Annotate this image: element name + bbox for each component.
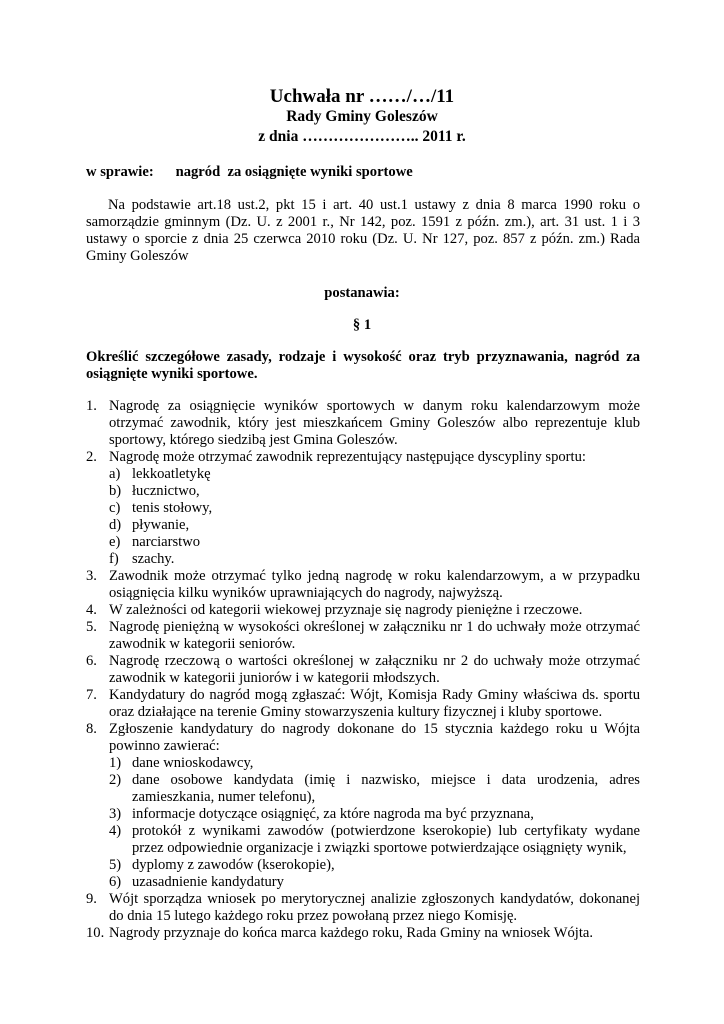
list-item (109, 517, 640, 534)
list-item (86, 925, 640, 942)
rules-list (86, 398, 640, 942)
list-item (109, 823, 640, 857)
item-number: 1. (86, 398, 97, 414)
list-item (109, 755, 640, 772)
list-item (86, 653, 640, 687)
item-text: uzasadnienie kandydatury (132, 874, 284, 890)
item-text: Nagrodę może otrzymać zawodnik reprezentujący następujące dyscypliny sportu: (109, 449, 586, 465)
list-item (109, 483, 640, 500)
council-name: Rady Gminy Goleszów (286, 108, 438, 125)
resolution-title: Uchwała nr ……/…/11 (269, 86, 455, 107)
item-text: łucznictwo, (132, 483, 200, 499)
item-number: b) (109, 483, 122, 499)
subject-line: w sprawie: nagród za osiągnięte wyniki sportowe (86, 164, 413, 180)
item-text: Kandydatury do nagród mogą zgłaszać: Wójt, Komisja Rady Gminy właściwa ds. sportu oraz działające na terenie Gminy stowarzyszenia kultury fizycznej i kluby sportowe. (109, 687, 640, 720)
item-number: 3. (86, 568, 97, 584)
item-number: 5) (109, 857, 122, 873)
item-number: 5. (86, 619, 97, 635)
list-item (109, 874, 640, 891)
list-item (86, 568, 640, 602)
item-number: 3) (109, 806, 122, 822)
list-item (109, 857, 640, 874)
item-text: szachy. (132, 551, 175, 567)
item-number: 8. (86, 721, 97, 737)
list-item (109, 534, 640, 551)
list-item (86, 398, 640, 449)
list-item (109, 500, 640, 517)
item-number: 4. (86, 602, 97, 618)
list-item (86, 602, 640, 619)
item-number: 2. (86, 449, 97, 465)
disciplines-list (109, 466, 640, 568)
item-text: tenis stołowy, (132, 500, 213, 516)
item-text: informacje dotyczące osiągnięć, za które nagroda ma być przyznana, (132, 806, 534, 822)
item-text: dane osobowe kandydata (imię i nazwisko, miejsce i data urodzenia, adres zamieszkania, numer telefonu), (132, 772, 640, 805)
item-text: Nagrodę za osiągnięcie wyników sportowych w danym roku kalendarzowym może otrzymać zawodnik, który jest mieszkańcem Gminy Goleszów albo reprezentuje klub sportowy, którego siedzibą jest Gmina Goleszów. (109, 398, 640, 448)
list-item (109, 551, 640, 568)
item-number: 6) (109, 874, 122, 890)
item-text: dyplomy z zawodów (kserokopie), (132, 857, 335, 873)
decides-heading: postanawia: (324, 285, 400, 301)
item-text: lekkoatletykę (132, 466, 211, 482)
item-text: protokół z wynikami zawodów (potwierdzone kserokopie) lub certyfikaty wydane przez odpowiednie organizacje i związki sportowe potwierdzające osiągnięty wynik, (132, 823, 640, 856)
item-text: Zgłoszenie kandydatury do nagrody dokonane do 15 stycznia każdego roku u Wójta powinno zawierać: (109, 721, 640, 754)
item-text: Wójt sporządza wniosek po merytorycznej analizie zgłoszonych kandydatów, dokonanej do dnia 15 lutego każdego roku przez powołaną przez niego Komisję. (109, 891, 640, 924)
item-text: pływanie, (132, 517, 190, 533)
item-number: 7. (86, 687, 97, 703)
list-item (86, 721, 640, 891)
item-number: 10. (86, 925, 105, 941)
list-item (109, 772, 640, 806)
item-text: Nagrodę pieniężną w wysokości określonej w załączniku nr 1 do uchwały może otrzymać zawodnik w kategorii seniorów. (109, 619, 640, 652)
item-number: 2) (109, 772, 122, 788)
item-number: 6. (86, 653, 97, 669)
item-text: dane wnioskodawcy, (132, 755, 254, 771)
legal-basis-paragraph: Na podstawie art.18 ust.2, pkt 15 i art. 40 ust.1 ustawy z dnia 8 marca 1990 roku o samorządzie gminnym (Dz. U. z 2001 r., Nr 142, poz. 1591 z późn. zm.), art. 31 ust. 1 i 3 ustawy o sporcie z dnia 25 czerwca 2010 roku (Dz. U. Nr 127, poz. 857 z późn. zm.) Rada Gminy Goleszów (86, 197, 640, 264)
resolution-date: z dnia ………………….. 2011 r. (258, 128, 466, 145)
item-number: c) (109, 500, 121, 516)
intro-statement: Określić szczegółowe zasady, rodzaje i wysokość oraz tryb przyznawania, nagród za osiągnięte wyniki sportowe. (86, 349, 640, 382)
list-item (86, 891, 640, 925)
item-number: e) (109, 534, 121, 550)
item-text: narciarstwo (132, 534, 201, 550)
list-item (109, 806, 640, 823)
item-text: Nagrodę rzeczową o wartości określonej w załączniku nr 2 do uchwały może otrzymać zawodnik w kategorii juniorów i w kategorii młodszych. (109, 653, 640, 686)
item-number: d) (109, 517, 122, 533)
requirements-list (109, 755, 640, 891)
list-item (109, 466, 640, 483)
item-text: Zawodnik może otrzymać tylko jedną nagrodę w roku kalendarzowym, a w przypadku osiągnięcia kilku wyników uprawniających do nagrody, najwyższą. (109, 568, 640, 601)
item-number: 1) (109, 755, 122, 771)
item-text: Nagrody przyznaje do końca marca każdego roku, Rada Gminy na wniosek Wójta. (109, 925, 593, 941)
item-text: W zależności od kategorii wiekowej przyznaje się nagrody pieniężne i rzeczowe. (109, 602, 583, 618)
item-number: 4) (109, 823, 122, 839)
item-number: a) (109, 466, 121, 482)
list-item (86, 449, 640, 568)
list-item (86, 619, 640, 653)
item-number: f) (109, 551, 119, 567)
list-item (86, 687, 640, 721)
item-number: 9. (86, 891, 97, 907)
section-heading: § 1 (352, 317, 372, 333)
